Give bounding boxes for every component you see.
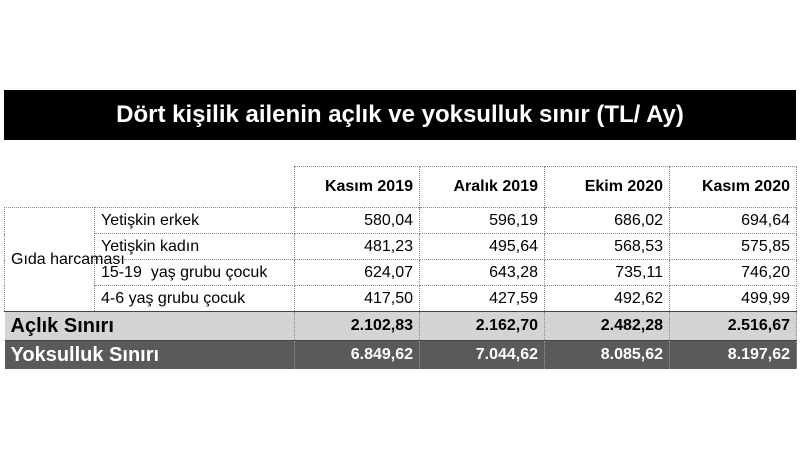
value-cell: 492,62 [545, 286, 670, 312]
value-cell: 2.516,67 [670, 312, 797, 341]
value-cell: 6.849,62 [295, 341, 420, 370]
value-cell: 686,02 [545, 208, 670, 234]
poverty-line-row [5, 341, 797, 370]
hunger-line-label: Açlık Sınırı [5, 312, 295, 341]
value-cell: 7.044,62 [420, 341, 545, 370]
value-cell: 427,59 [420, 286, 545, 312]
value-cell: 746,20 [670, 260, 797, 286]
row-label: Yetişkin erkek [95, 208, 295, 234]
value-cell: 624,07 [295, 260, 420, 286]
value-cell: 735,11 [545, 260, 670, 286]
value-cell: 643,28 [420, 260, 545, 286]
value-cell: 495,64 [420, 234, 545, 260]
table-title: Dört kişilik ailenin açlık ve yoksulluk sınır (TL/ Ay) [4, 90, 796, 140]
column-header: Ekim 2020 [545, 167, 670, 208]
value-cell: 499,99 [670, 286, 797, 312]
empty-header-cell [95, 167, 295, 208]
value-cell: 596,19 [420, 208, 545, 234]
column-header: Aralık 2019 [420, 167, 545, 208]
value-cell: 2.102,83 [295, 312, 420, 341]
table-row [5, 286, 797, 312]
value-cell: 694,64 [670, 208, 797, 234]
table-row [5, 260, 797, 286]
value-cell: 417,50 [295, 286, 420, 312]
value-cell: 575,85 [670, 234, 797, 260]
value-cell: 568,53 [545, 234, 670, 260]
table-row [5, 208, 797, 234]
row-label: Yetişkin kadın [95, 234, 295, 260]
value-cell: 8.197,62 [670, 341, 797, 370]
group-label: Gıda harcaması [5, 208, 95, 312]
value-cell: 580,04 [295, 208, 420, 234]
column-header: Kasım 2019 [295, 167, 420, 208]
poverty-line-table [4, 166, 797, 369]
row-label: 15-19 yaş grubu çocuk [95, 260, 295, 286]
value-cell: 2.162,70 [420, 312, 545, 341]
value-cell: 8.085,62 [545, 341, 670, 370]
value-cell: 481,23 [295, 234, 420, 260]
row-label: 4-6 yaş grubu çocuk [95, 286, 295, 312]
header-row [5, 167, 797, 208]
poverty-line-label: Yoksulluk Sınırı [5, 341, 295, 370]
empty-header-cell [5, 167, 95, 208]
hunger-line-row [5, 312, 797, 341]
column-header: Kasım 2020 [670, 167, 797, 208]
value-cell: 2.482,28 [545, 312, 670, 341]
